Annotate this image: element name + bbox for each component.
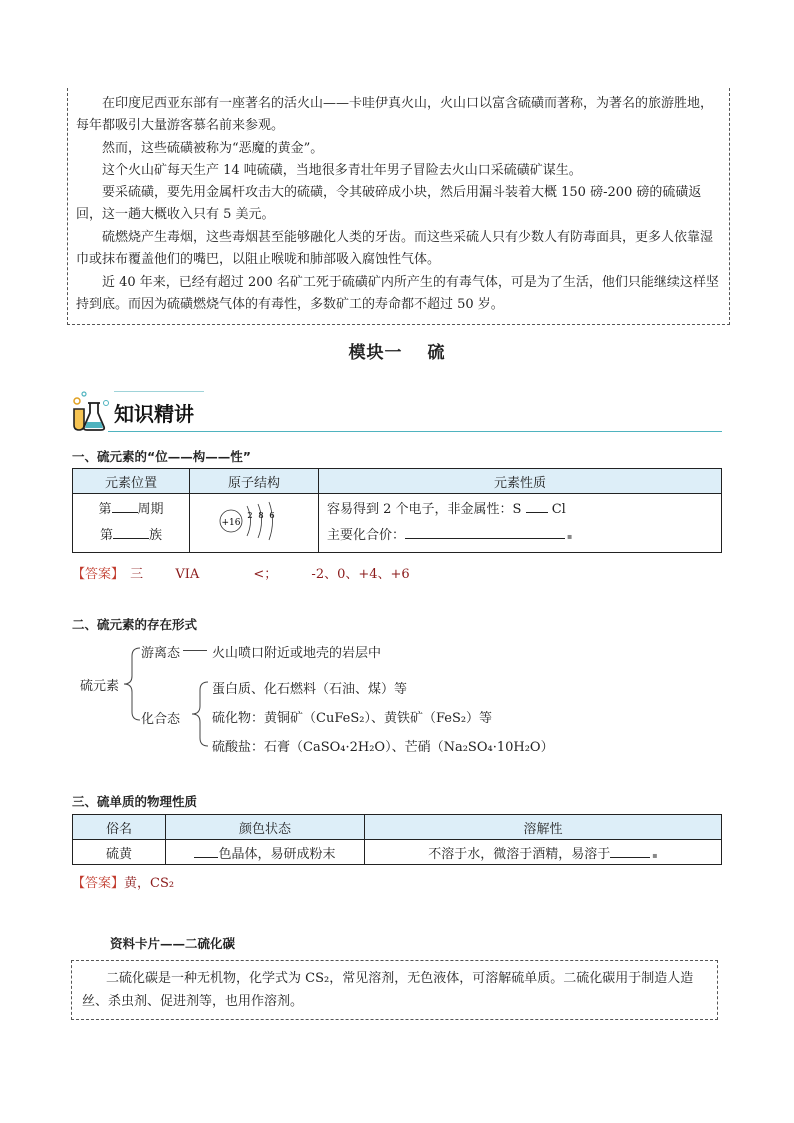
combined-item: 蛋白质、化石燃料（石油、煤）等 (212, 682, 408, 697)
col-header: 溶解性 (365, 815, 722, 840)
combined-state-label: 化合态 (141, 712, 181, 727)
answer-3: 【答案】黄，CS₂ (72, 876, 175, 891)
free-state-desc: 火山喷口附近或地壳的岩层中 (212, 646, 382, 661)
svg-text:2: 2 (247, 511, 253, 521)
element-table (72, 468, 722, 553)
intro-paragraph: 这个火山矿每天生产 14 吨硫磺，当地很多青壮年男子冒险去火山口采硫磺矿谋生。 (102, 163, 582, 178)
intro-paragraph: 在印度尼西亚东部有一座著名的活火山——卡哇伊真火山，火山口以富含硫磺而著称，为著名的旅游胜地，每年都吸引大量游客慕名前来参观。 (76, 96, 714, 133)
answer-1: 【答案】 三 VIA <； -2、0、+4、+6 (72, 567, 410, 582)
flask-icon (70, 389, 110, 433)
svg-text:6: 6 (269, 511, 275, 521)
col-header: 颜色状态 (166, 815, 365, 840)
banner-underline (108, 431, 722, 432)
name-cell: 硫黄 (73, 840, 166, 865)
group-blank (113, 526, 149, 539)
intro-box (67, 88, 730, 325)
section-2-heading: 二、硫元素的存在形式 (72, 617, 198, 632)
position-cell: 第 周期 第 族 (73, 494, 190, 553)
free-state-label: 游离态 (141, 646, 181, 661)
color-cell: 色晶体，易研成粉末 (166, 840, 365, 865)
atom-structure-cell (190, 494, 319, 553)
col-header: 元素性质 (319, 469, 722, 494)
root-label: 硫元素 (80, 679, 120, 694)
solvent-blank (610, 845, 650, 858)
intro-paragraph: 硫燃烧产生毒烟，这些毒烟甚至能够融化人类的牙齿。而这些采硫人只有少数人有防毒面具，更多人依靠湿巾或抹布覆盖他们的嘴巴，以阻止喉咙和肺部吸入腐蚀性气体。 (76, 230, 714, 267)
banner-top-line (114, 391, 204, 392)
color-blank (194, 845, 218, 858)
intro-paragraph: 然而，这些硫磺被称为“恶魔的黄金”。 (102, 141, 324, 156)
period-blank (112, 500, 138, 513)
physical-properties-table (72, 814, 722, 865)
atom-structure-diagram (209, 496, 299, 546)
compare-blank (526, 500, 548, 513)
intro-paragraph: 要采硫磺，要先用金属杆攻击大的硫磺，令其破碎成小块，然后用漏斗装着大概 150 磅-200 磅的硫磺返回，这一趟大概收入只有 5 美元。 (76, 185, 702, 222)
combined-item: 硫酸盐：石膏（CaSO₄·2H₂O）、芒硝（Na₂SO₄·10H₂O） (212, 740, 554, 755)
intro-paragraph: 近 40 年来，已经有超过 200 名矿工死于硫磺矿内所产生的有毒气体，可是为了生活，他们只能继续这样坚持到底。而因为硫磺燃烧气体的有毒性，多数矿工的寿命都不超过 50 岁。 (76, 275, 719, 312)
solubility-cell: 不溶于水，微溶于酒精，易溶于 ▪ (365, 840, 722, 865)
col-header: 原子结构 (190, 469, 319, 494)
svg-text:+16: +16 (221, 518, 241, 528)
combined-item: 硫化物：黄铜矿（CuFeS₂）、黄铁矿（FeS₂）等 (212, 711, 493, 726)
svg-text:8: 8 (258, 511, 264, 521)
combined-brace (186, 676, 212, 750)
col-header: 俗名 (73, 815, 166, 840)
section-title: 知识精讲 (114, 402, 194, 426)
module-title: 模块一 硫 (348, 343, 446, 363)
free-state-connector (183, 650, 207, 651)
col-header: 元素位置 (73, 469, 190, 494)
card-text: 二硫化碳是一种无机物，化学式为 CS₂，常见溶剂，无色液体，可溶解硫单质。二硫化碳用于制造人造丝、杀虫剂、促进剂等，也用作溶剂。 (82, 971, 694, 1009)
section-1-heading: 一、硫元素的“位——构——性” (72, 449, 251, 464)
valence-blank (405, 526, 565, 539)
properties-cell: 容易得到 2 个电子，非金属性：S Cl 主要化合价： ▪ (319, 494, 722, 553)
resource-card (71, 960, 718, 1020)
section-banner (70, 389, 722, 433)
card-title: 资料卡片——二硫化碳 (110, 936, 236, 951)
section-3-heading: 三、硫单质的物理性质 (72, 794, 198, 809)
